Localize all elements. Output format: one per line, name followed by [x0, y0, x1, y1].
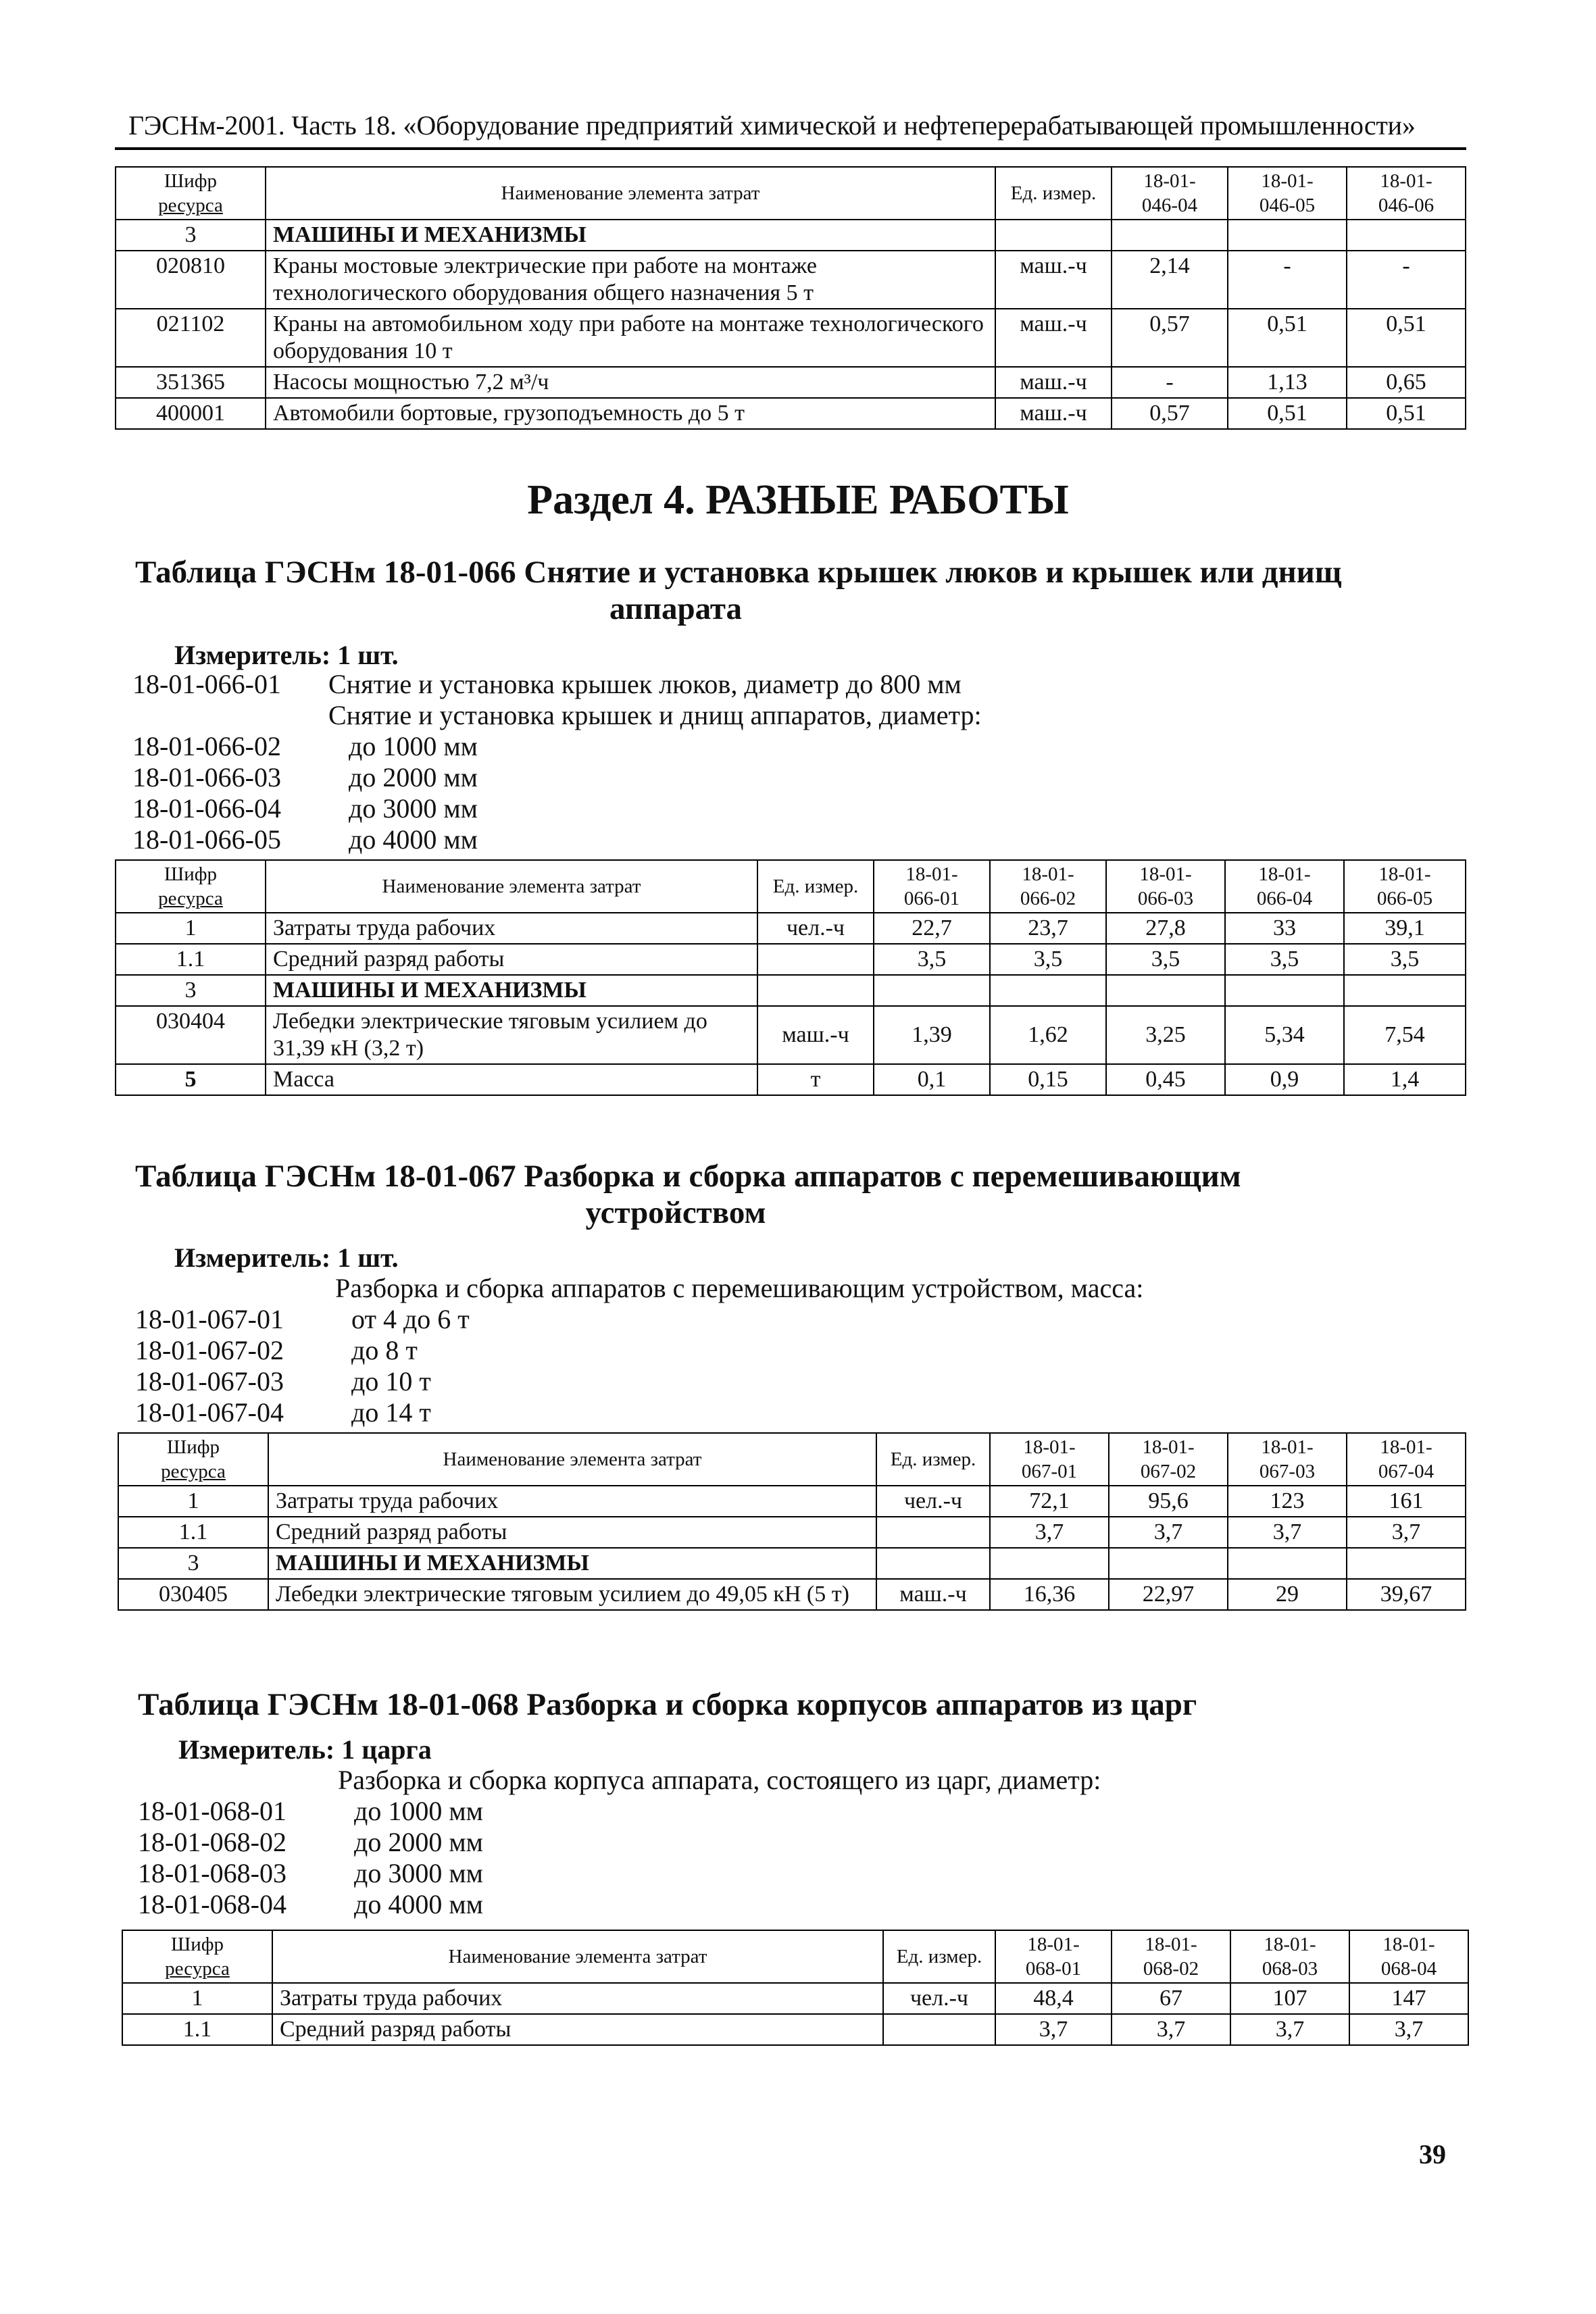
row-code: 1	[118, 1486, 268, 1517]
table-row	[122, 2014, 1468, 2045]
table-row	[116, 913, 1466, 944]
list-item	[135, 1397, 1143, 1428]
row-value: 3,5	[1344, 944, 1466, 975]
row-value: 3,5	[1106, 944, 1225, 975]
row-unit	[876, 1548, 990, 1579]
table-row	[116, 975, 1466, 1006]
row-name: Лебедки электрические тяговым усилием до 31,39 кН (3,2 т)	[266, 1006, 757, 1064]
table-row	[116, 220, 1466, 251]
norm-header: 18-01- 068-04	[1349, 1930, 1468, 1983]
row-unit: чел.-ч	[883, 1983, 995, 2014]
table-row	[116, 944, 1466, 975]
row-name: Средний разряд работы	[268, 1517, 876, 1548]
row-code: 1.1	[118, 1517, 268, 1548]
norm-header: 18-01- 068-01	[995, 1930, 1112, 1983]
list-item	[135, 1366, 1143, 1397]
norm-code: 18-01-067-02	[135, 1335, 284, 1365]
column-header-name: Наименование элемента затрат	[266, 167, 995, 220]
norm-code-empty	[135, 1273, 335, 1304]
table-067-title-continued: устройством	[585, 1195, 766, 1230]
row-name: МАШИНЫ И МЕХАНИЗМЫ	[268, 1548, 876, 1579]
row-value: 3,7	[1109, 1517, 1228, 1548]
norm-description: до 1000 мм	[349, 731, 478, 761]
row-value: 3,7	[990, 1517, 1109, 1548]
norm-description: до 10 т	[351, 1366, 431, 1397]
list-item	[132, 731, 982, 762]
row-value: 1,4	[1344, 1064, 1466, 1095]
table-067-code-list	[135, 1273, 1143, 1428]
column-header-name: Наименование элемента затрат	[268, 1433, 876, 1486]
row-value: 39,1	[1344, 913, 1466, 944]
row-value: 3,7	[1349, 2014, 1468, 2045]
row-unit	[876, 1517, 990, 1548]
table-066-title: Таблица ГЭСНм 18-01-066 Снятие и установка крышек люков и крышек или днищ	[135, 555, 1342, 590]
table-068	[122, 1930, 1469, 2046]
row-code: 1.1	[122, 2014, 272, 2045]
row-value	[990, 1548, 1109, 1579]
list-item	[132, 762, 982, 793]
row-code: 3	[116, 220, 266, 251]
section-title: Раздел 4. РАЗНЫЕ РАБОТЫ	[527, 477, 1069, 523]
table-066-measure: Измеритель: 1 шт.	[174, 640, 399, 670]
row-value: 3,7	[1228, 1517, 1347, 1548]
table-067-measure: Измеритель: 1 шт.	[174, 1242, 399, 1273]
table-066	[115, 859, 1466, 1096]
row-value: 33	[1225, 913, 1344, 944]
column-header-code: Шифр ресурса	[118, 1433, 268, 1486]
row-value: 1,13	[1228, 367, 1347, 398]
row-unit: маш.-ч	[995, 251, 1112, 309]
row-value: 72,1	[990, 1486, 1109, 1517]
norm-description: до 4000 мм	[349, 824, 478, 855]
row-value: 3,7	[1347, 1517, 1466, 1548]
row-name: Лебедки электрические тяговым усилием до 49,05 кН (5 т)	[268, 1579, 876, 1610]
norm-header: 18-01- 046-06	[1347, 167, 1466, 220]
row-code: 1.1	[116, 944, 266, 975]
table-row	[118, 1517, 1466, 1548]
row-value: 2,14	[1112, 251, 1228, 309]
row-code: 3	[116, 975, 266, 1006]
norm-header: 18-01- 066-02	[990, 860, 1106, 913]
row-value: 3,5	[1225, 944, 1344, 975]
table-066-code-list	[132, 669, 982, 855]
table-046-continuation	[115, 166, 1466, 430]
row-unit: чел.-ч	[757, 913, 874, 944]
norm-code: 18-01-068-02	[138, 1827, 286, 1857]
norm-header: 18-01- 067-02	[1109, 1433, 1228, 1486]
table-row	[116, 398, 1466, 429]
row-value: 29	[1228, 1579, 1347, 1610]
row-value: 3,5	[990, 944, 1106, 975]
column-header-code: Шифр ресурса	[122, 1930, 272, 1983]
row-value: 5,34	[1225, 1006, 1344, 1064]
norm-header: 18-01- 066-01	[874, 860, 990, 913]
row-value: 3,7	[1230, 2014, 1349, 2045]
row-value: 0,51	[1228, 398, 1347, 429]
list-item	[138, 1858, 1101, 1889]
row-value: 7,54	[1344, 1006, 1466, 1064]
row-value: 0,51	[1347, 398, 1466, 429]
row-name: МАШИНЫ И МЕХАНИЗМЫ	[266, 220, 995, 251]
row-value	[1347, 1548, 1466, 1579]
row-value: 39,67	[1347, 1579, 1466, 1610]
row-unit: маш.-ч	[876, 1579, 990, 1610]
table-row	[116, 1064, 1466, 1095]
row-name: Затраты труда рабочих	[268, 1486, 876, 1517]
norm-intro: Разборка и сборка аппаратов с перемешивающим устройством, масса:	[335, 1273, 1144, 1303]
norm-code: 18-01-068-01	[138, 1796, 286, 1826]
row-value: 123	[1228, 1486, 1347, 1517]
row-unit: маш.-ч	[995, 309, 1112, 367]
row-value: 0,65	[1347, 367, 1466, 398]
row-code: 3	[118, 1548, 268, 1579]
table-067	[118, 1432, 1466, 1611]
row-code: 1	[116, 913, 266, 944]
norm-code: 18-01-068-03	[138, 1858, 286, 1888]
row-value: -	[1112, 367, 1228, 398]
norm-code: 18-01-066-02	[132, 731, 281, 761]
row-value: 0,51	[1347, 309, 1466, 367]
row-unit: чел.-ч	[876, 1486, 990, 1517]
row-value: 22,7	[874, 913, 990, 944]
norm-code-empty	[138, 1765, 338, 1796]
norm-description: до 2000 мм	[354, 1827, 483, 1857]
row-unit: маш.-ч	[995, 398, 1112, 429]
row-value: 1,39	[874, 1006, 990, 1064]
row-unit: т	[757, 1064, 874, 1095]
norm-header: 18-01- 066-05	[1344, 860, 1466, 913]
row-unit: маш.-ч	[995, 367, 1112, 398]
row-value	[874, 975, 990, 1006]
row-code: 030405	[118, 1579, 268, 1610]
row-value: 3,25	[1106, 1006, 1225, 1064]
list-item	[132, 700, 982, 731]
table-row	[116, 251, 1466, 309]
list-item	[132, 824, 982, 855]
column-header-unit: Ед. измер.	[757, 860, 874, 913]
row-code: 351365	[116, 367, 266, 398]
row-value: -	[1347, 251, 1466, 309]
table-row	[118, 1486, 1466, 1517]
row-name: Средний разряд работы	[266, 944, 757, 975]
row-name: Затраты труда рабочих	[266, 913, 757, 944]
table-068-code-list	[138, 1765, 1101, 1920]
norm-header: 18-01- 067-03	[1228, 1433, 1347, 1486]
row-code: 020810	[116, 251, 266, 309]
list-item	[135, 1273, 1143, 1304]
row-unit	[883, 2014, 995, 2045]
table-row	[118, 1579, 1466, 1610]
table-066-title-continued: аппарата	[609, 591, 743, 626]
norm-description: до 14 т	[351, 1397, 431, 1428]
row-unit	[995, 220, 1112, 251]
norm-description: до 8 т	[351, 1335, 418, 1365]
row-value: 0,51	[1228, 309, 1347, 367]
row-value	[1109, 1548, 1228, 1579]
row-value: 3,7	[1112, 2014, 1230, 2045]
norm-code: 18-01-066-04	[132, 793, 281, 824]
row-value: 161	[1347, 1486, 1466, 1517]
row-name: Краны мостовые электрические при работе на монтаже технологического оборудования общего назначения 5 т	[266, 251, 995, 309]
row-value	[1106, 975, 1225, 1006]
norm-header: 18-01- 067-04	[1347, 1433, 1466, 1486]
norm-intro: Разборка и сборка корпуса аппарата, состоящего из царг, диаметр:	[338, 1765, 1101, 1795]
row-value: 0,57	[1112, 309, 1228, 367]
row-code: 021102	[116, 309, 266, 367]
norm-code: 18-01-067-03	[135, 1366, 284, 1397]
header-rule	[115, 147, 1466, 150]
column-header-name: Наименование элемента затрат	[266, 860, 757, 913]
list-item	[135, 1304, 1143, 1335]
row-value: 0,1	[874, 1064, 990, 1095]
row-code: 030404	[116, 1006, 266, 1064]
row-value: 3,5	[874, 944, 990, 975]
table-row	[116, 1006, 1466, 1064]
table-067-title: Таблица ГЭСНм 18-01-067 Разборка и сборка аппаратов с перемешивающим	[135, 1159, 1241, 1194]
list-item	[138, 1889, 1101, 1920]
row-value: 0,57	[1112, 398, 1228, 429]
list-item	[132, 793, 982, 824]
norm-header: 18-01- 066-04	[1225, 860, 1344, 913]
norm-code-empty	[132, 700, 328, 731]
table-row	[122, 1983, 1468, 2014]
table-row	[116, 367, 1466, 398]
row-name: Автомобили бортовые, грузоподъемность до 5 т	[266, 398, 995, 429]
row-name: Средний разряд работы	[272, 2014, 883, 2045]
list-item	[138, 1765, 1101, 1796]
norm-code: 18-01-066-01	[132, 669, 281, 699]
table-row	[118, 1548, 1466, 1579]
row-value: 67	[1112, 1983, 1230, 2014]
table-row	[116, 309, 1466, 367]
row-value: 16,36	[990, 1579, 1109, 1610]
row-value: 95,6	[1109, 1486, 1228, 1517]
norm-description: до 2000 мм	[349, 762, 478, 793]
norm-description: до 3000 мм	[349, 793, 478, 824]
row-value: -	[1228, 251, 1347, 309]
table-068-title: Таблица ГЭСНм 18-01-068 Разборка и сборка корпусов аппаратов из царг	[138, 1687, 1197, 1722]
norm-header: 18-01- 068-02	[1112, 1930, 1230, 1983]
row-code: 1	[122, 1983, 272, 2014]
list-item	[138, 1796, 1101, 1827]
row-value	[1344, 975, 1466, 1006]
norm-code: 18-01-067-01	[135, 1304, 284, 1334]
row-name: Насосы мощностью 7,2 м³/ч	[266, 367, 995, 398]
row-value	[1112, 220, 1228, 251]
row-value: 48,4	[995, 1983, 1112, 2014]
row-value	[1228, 1548, 1347, 1579]
row-value: 23,7	[990, 913, 1106, 944]
norm-code: 18-01-068-04	[138, 1889, 286, 1919]
norm-header: 18-01- 067-01	[990, 1433, 1109, 1486]
row-value: 0,45	[1106, 1064, 1225, 1095]
row-unit: маш.-ч	[757, 1006, 874, 1064]
column-header-unit: Ед. измер.	[995, 167, 1112, 220]
norm-description: до 1000 мм	[354, 1796, 483, 1826]
row-code: 5	[116, 1064, 266, 1095]
norm-description: от 4 до 6 т	[351, 1304, 470, 1334]
row-name: Краны на автомобильном ходу при работе на монтаже технологического оборудования 10 т	[266, 309, 995, 367]
list-item	[138, 1827, 1101, 1858]
row-value: 0,9	[1225, 1064, 1344, 1095]
row-unit	[757, 975, 874, 1006]
list-item	[135, 1335, 1143, 1366]
row-name: МАШИНЫ И МЕХАНИЗМЫ	[266, 975, 757, 1006]
row-value	[1347, 220, 1466, 251]
norm-header: 18-01- 046-04	[1112, 167, 1228, 220]
norm-description: до 3000 мм	[354, 1858, 483, 1888]
row-value	[990, 975, 1106, 1006]
norm-code: 18-01-066-05	[132, 824, 281, 855]
norm-header: 18-01- 066-03	[1106, 860, 1225, 913]
row-value: 3,7	[995, 2014, 1112, 2045]
norm-description: Снятие и установка крышек люков, диаметр до 800 мм	[328, 669, 962, 699]
column-header-unit: Ед. измер.	[883, 1930, 995, 1983]
column-header-unit: Ед. измер.	[876, 1433, 990, 1486]
row-value: 0,15	[990, 1064, 1106, 1095]
row-value: 147	[1349, 1983, 1468, 2014]
norm-description: до 4000 мм	[354, 1889, 483, 1919]
column-header-name: Наименование элемента затрат	[272, 1930, 883, 1983]
row-value	[1228, 220, 1347, 251]
norm-header: 18-01- 046-05	[1228, 167, 1347, 220]
norm-code: 18-01-066-03	[132, 762, 281, 793]
page-number: 39	[1419, 2139, 1446, 2169]
row-value: 22,97	[1109, 1579, 1228, 1610]
list-item	[132, 669, 982, 700]
row-unit	[757, 944, 874, 975]
running-header: ГЭСНм-2001. Часть 18. «Оборудование предприятий химической и нефтеперерабатывающей промышленности»	[128, 110, 1416, 141]
row-name: Затраты труда рабочих	[272, 1983, 883, 2014]
norm-intro: Снятие и установка крышек и днищ аппаратов, диаметр:	[328, 700, 982, 730]
table-068-measure: Измеритель: 1 царга	[178, 1734, 432, 1765]
column-header-code: Шифр ресурса	[116, 860, 266, 913]
row-value: 27,8	[1106, 913, 1225, 944]
row-value: 107	[1230, 1983, 1349, 2014]
column-header-code: Шифр ресурса	[116, 167, 266, 220]
norm-code: 18-01-067-04	[135, 1397, 284, 1428]
norm-header: 18-01- 068-03	[1230, 1930, 1349, 1983]
row-name: Масса	[266, 1064, 757, 1095]
row-value: 1,62	[990, 1006, 1106, 1064]
row-value	[1225, 975, 1344, 1006]
row-code: 400001	[116, 398, 266, 429]
